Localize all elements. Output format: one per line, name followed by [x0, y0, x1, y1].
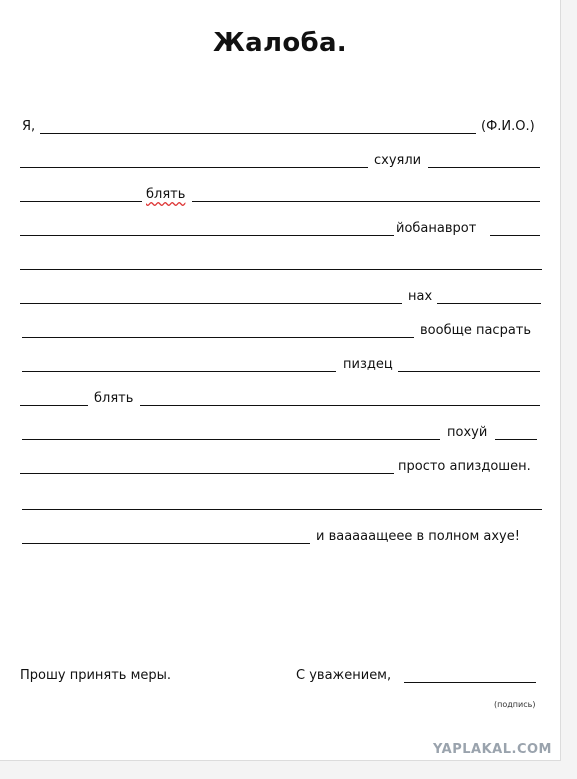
- request-text: Прошу принять меры.: [20, 668, 172, 683]
- row-6-word-1: нах: [408, 289, 433, 304]
- row-8-word-1: пиздец: [343, 357, 393, 372]
- row-7-word-1: вообще пасрать: [420, 323, 532, 338]
- fill-line: [490, 235, 540, 236]
- signature-caption: (подпись): [494, 700, 536, 709]
- site-watermark: YAPLAKAL.COM: [433, 742, 552, 757]
- fill-line: [20, 405, 88, 406]
- row-13-word-1: и вааааащеее в полном ахуе!: [316, 529, 520, 544]
- fill-line: [22, 371, 336, 372]
- row-4-word-1: йобанаврот: [396, 221, 477, 236]
- fill-line: [22, 543, 310, 544]
- row-10-word-1: похуй: [447, 425, 488, 440]
- fill-line: [22, 439, 440, 440]
- fill-line: [20, 235, 394, 236]
- row-1-word-2: (Ф.И.О.): [481, 119, 535, 134]
- fill-line: [398, 371, 540, 372]
- fill-line: [20, 473, 394, 474]
- fill-line: [140, 405, 540, 406]
- row-1-word-1: Я,: [22, 119, 36, 134]
- fill-line: [437, 303, 541, 304]
- fill-line: [20, 167, 368, 168]
- row-11-word-1: просто апиздошен.: [398, 459, 531, 474]
- signature-line: [404, 682, 536, 683]
- fill-line: [22, 337, 414, 338]
- row-2-word-1: схуяли: [374, 153, 422, 168]
- document-title: Жалоба.: [213, 28, 347, 58]
- fill-line: [20, 269, 542, 270]
- fill-line: [495, 439, 537, 440]
- fill-line: [20, 201, 142, 202]
- fill-line: [22, 509, 542, 510]
- row-9-word-1: блять: [94, 391, 134, 406]
- regards-text: С уважением,: [296, 668, 392, 683]
- fill-line: [20, 303, 402, 304]
- fill-line: [40, 133, 476, 134]
- fill-line: [428, 167, 540, 168]
- row-3-word-1: блять: [146, 187, 186, 202]
- fill-line: [192, 201, 540, 202]
